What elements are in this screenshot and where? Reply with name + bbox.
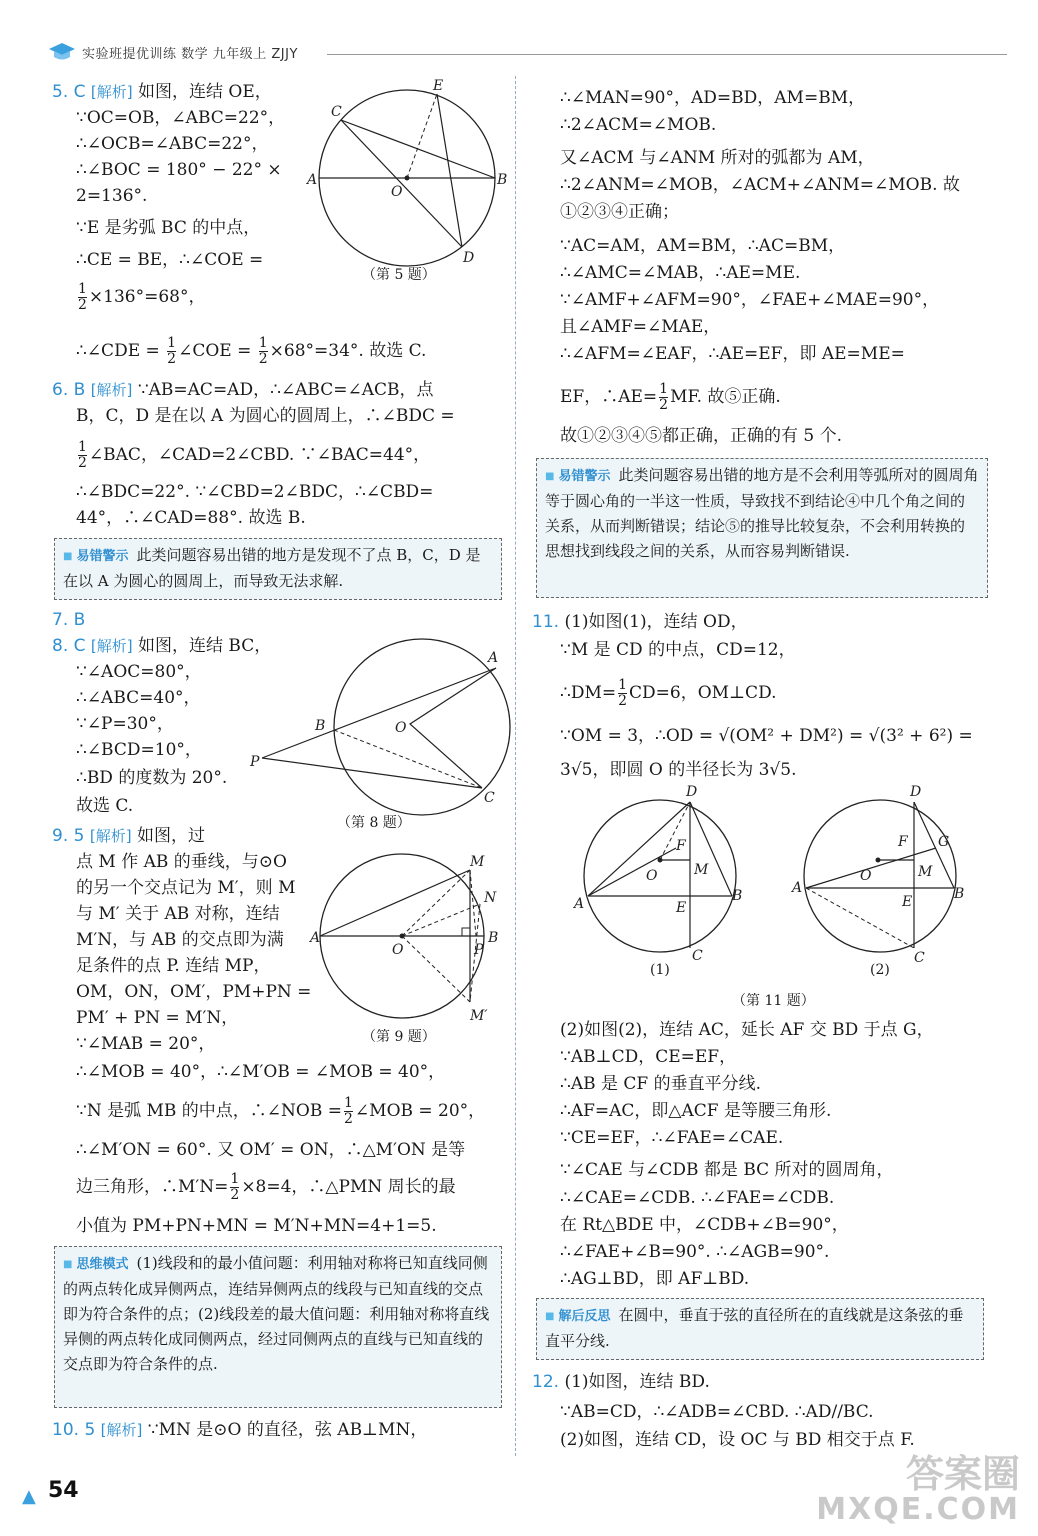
label: O bbox=[395, 720, 407, 736]
label: P bbox=[250, 754, 260, 770]
figure-caption: （第 11 题） bbox=[732, 993, 815, 1009]
q8-line: ∴∠ABC=40°， bbox=[76, 688, 201, 708]
q9-line: ∴∠M′ON = 60°. 又 OM′ = ON，∴△M′ON 是等 bbox=[76, 1140, 466, 1160]
q7-line: 7. B bbox=[52, 610, 86, 630]
figure-label: (2) bbox=[870, 962, 890, 978]
label: B bbox=[954, 886, 965, 902]
q6-line: 44°，∴∠CAD=88°. 故选 B. bbox=[76, 508, 306, 528]
figure-caption: （第 8 题） bbox=[337, 815, 411, 831]
fraction: $\frac{1}{2}$ bbox=[78, 439, 87, 471]
q11-line: 在 Rt△BDE 中，∠CDB+∠B=90°， bbox=[560, 1215, 849, 1235]
tip-text: 此类问题容易出错的地方是发现不了点 B，C，D 是在以 A 为圆心的圆周上，而导致无法求解. bbox=[63, 546, 481, 590]
fraction: $\frac{1}{2}$ bbox=[618, 677, 628, 709]
label: O bbox=[391, 184, 403, 200]
q9-line: 足条件的点 P. 连结 MP， bbox=[76, 956, 271, 976]
fraction: $\frac{1}{2}$ bbox=[659, 381, 669, 413]
q5-line: ∵OC=OB，∠ABC=22°， bbox=[76, 108, 286, 128]
q8-line: 故选 C. bbox=[76, 796, 134, 816]
q11-line: ∵CE=EF，∴∠FAE=∠CAE. bbox=[560, 1128, 784, 1148]
page-number bbox=[22, 1476, 92, 1510]
label: P bbox=[474, 942, 484, 958]
figure-q5 bbox=[307, 78, 508, 266]
q10-line: ∴∠AFM=∠EAF，∴AE=EF，即 AE=ME= bbox=[560, 344, 905, 364]
q11-line: ∴AF=AC，即△ACF 是等腰三角形. bbox=[560, 1101, 832, 1121]
label: C bbox=[484, 790, 495, 806]
q9-line-1: 9. 5 [解析] 如图，过 bbox=[52, 826, 205, 846]
figure-caption: （第 5 题） bbox=[362, 267, 436, 283]
page-number-text: 54 bbox=[48, 1478, 79, 1503]
q5-line: ∵E 是劣弧 BC 的中点， bbox=[76, 218, 261, 238]
q10-line: ∵AC=AM，AM=BM，∴AC=BM， bbox=[560, 236, 846, 256]
q8-line: ∵∠P=30°， bbox=[76, 714, 174, 734]
figure-q9 bbox=[310, 854, 504, 1026]
watermark: 答案圈 MXQE.COM bbox=[816, 1452, 1020, 1527]
q5-line: ∴∠OCB=∠ABC=22°， bbox=[76, 134, 269, 154]
label: C bbox=[692, 948, 703, 964]
tip-box-q11 bbox=[536, 1298, 984, 1360]
label: E bbox=[433, 78, 444, 94]
header-rule bbox=[327, 54, 1007, 55]
q5-text: 如图，连结 OE， bbox=[138, 82, 272, 102]
q11-line: ∵OM = 3，∴OD = √(OM² + DM²) = √(3² + 6²) = bbox=[560, 726, 973, 746]
label: M′ bbox=[470, 1008, 488, 1024]
tip-text: 在圆中，垂直于弦的直径所在的直线就是这条弦的垂直平分线. bbox=[545, 1306, 964, 1350]
q5-line: ∴∠CDE = $\frac{1}{2}$ ∠COE = $\frac{1}{2}$ ×68°=34°. 故选 C. bbox=[76, 335, 427, 367]
label: D bbox=[463, 250, 475, 266]
q5-line: ∴∠BOC = 180° − 22° × bbox=[76, 160, 282, 180]
tip-box-q10 bbox=[536, 458, 988, 598]
tip-box-q9 bbox=[54, 1246, 502, 1408]
q11-line: ∵∠CAE 与∠CDB 都是 BC 所对的圆周角， bbox=[560, 1160, 894, 1180]
q12-line: (2)如图，连结 CD，设 OC 与 BD 相交于点 F. bbox=[560, 1430, 915, 1450]
label: B bbox=[488, 930, 499, 946]
q11-line: ∵M 是 CD 的中点，CD=12， bbox=[560, 640, 796, 660]
label: A bbox=[310, 930, 321, 946]
figure-q8 bbox=[250, 642, 504, 812]
tip-text: 此类问题容易出错的地方是不会利用等弧所对的圆周角等于圆心角的一半这一性质，导致找不到结论④中几个角之间的关系，从而判断错误；结论⑤的推导比较复杂，不会利用转换的思想找到线段之间的关系，从而容易判断错误. bbox=[545, 466, 979, 560]
q5-line-1 bbox=[52, 80, 272, 104]
figure-q11-1 bbox=[572, 784, 743, 964]
q12-line: ∵AB=CD，∴∠ADB=∠CBD. ∴AD//BC. bbox=[560, 1402, 874, 1422]
q11-line-1: 11. (1)如图(1)，连结 OD， bbox=[532, 612, 748, 632]
q8-line: ∴BD 的度数为 20°. bbox=[76, 768, 228, 788]
label: C bbox=[914, 950, 925, 966]
label: A bbox=[574, 896, 585, 912]
q9-line: OM，ON，OM′，PM+PN = bbox=[76, 982, 312, 1002]
label: B bbox=[732, 888, 743, 904]
label: A bbox=[488, 650, 499, 666]
column-divider bbox=[515, 76, 516, 1456]
label: F bbox=[898, 834, 908, 850]
tip-badge: ■ 易错警示 bbox=[63, 544, 128, 569]
fraction: $\frac{1}{2}$ bbox=[167, 335, 177, 367]
q6-line: ∴∠BDC=22°. ∵∠CBD=2∠BDC，∴∠CBD= bbox=[76, 482, 434, 502]
label: E bbox=[676, 900, 687, 916]
q9-line: ∵N 是弧 MB 的中点，∴∠NOB = $\frac{1}{2}$ ∠MOB = 20°， bbox=[76, 1095, 486, 1127]
label: C bbox=[331, 104, 342, 120]
q11-line: ∴∠CAE=∠CDB. ∴∠FAE=∠CDB. bbox=[560, 1188, 835, 1208]
q10-line: EF，∴AE= $\frac{1}{2}$ MF. 故⑤正确. bbox=[560, 381, 781, 413]
q9-line: ∵∠MAB = 20°， bbox=[76, 1034, 216, 1054]
q11-line: (2)如图(2)，连结 AC，延长 AF 交 BD 于点 G， bbox=[560, 1020, 934, 1040]
fraction: $\frac{1}{2}$ bbox=[78, 281, 87, 313]
q11-line: ∴AB 是 CF 的垂直平分线. bbox=[560, 1074, 762, 1094]
q10-line: ∵∠AMF+∠AFM=90°，∠FAE+∠MAE=90°， bbox=[560, 290, 940, 310]
q10-line: ∴∠MAN=90°，AD=BD，AM=BM， bbox=[560, 88, 866, 108]
q10-line: ∴2∠ANM=∠MOB，∠ACM+∠ANM=∠MOB. 故 bbox=[560, 175, 960, 195]
q9-line: 边三角形，∴M′N= $\frac{1}{2}$ ×8=4，∴△PMN 周长的最 bbox=[76, 1171, 456, 1203]
label: O bbox=[392, 942, 404, 958]
q10-line: 又∠ACM 与∠ANM 所对的弧都为 AM， bbox=[560, 148, 875, 168]
q8-line-1: 8. C [解析] 如图，连结 BC， bbox=[52, 636, 272, 656]
q9-line: 的另一个交点记为 M′，则 M bbox=[76, 878, 296, 898]
tip-text: (1)线段和的最小值问题：利用轴对称将已知直线同侧的两点转化成异侧两点，连结异侧两点的线段与已知直线的交点即为符合条件的点；(2)线段差的最大值问题：利用轴对称将直线异侧的两点转化成同侧两点，经过同侧两点的直线与已知直线的交点即为符合条件的点. bbox=[63, 1254, 490, 1373]
tip-badge: ■ 思维模式 bbox=[63, 1252, 128, 1277]
q5-line: $\frac{1}{2}$ ×136°=68°， bbox=[78, 281, 206, 313]
q10-line: ∴2∠ACM=∠MOB. bbox=[560, 115, 717, 135]
q12-line-1: 12. (1)如图，连结 BD. bbox=[532, 1372, 710, 1392]
q5-tag: [解析] bbox=[90, 83, 133, 101]
label: O bbox=[860, 868, 872, 884]
label: B bbox=[497, 172, 508, 188]
q11-line: 3√5，即圆 O 的半径长为 3√5. bbox=[560, 760, 797, 780]
q11-line: ∵AB⊥CD，CE=EF， bbox=[560, 1047, 737, 1067]
q6-line: $\frac{1}{2}$ ∠BAC，∠CAD=2∠CBD. ∵∠BAC=44°， bbox=[78, 439, 431, 471]
label: D bbox=[686, 784, 698, 800]
figure-q11-2 bbox=[790, 784, 970, 966]
fraction: $\frac{1}{2}$ bbox=[258, 335, 268, 367]
q6-line: B，C，D 是在以 A 为圆心的圆周上，∴∠BDC = bbox=[76, 406, 455, 426]
q5-line: 2=136°. bbox=[76, 186, 148, 206]
q5-line: ∴CE = BE，∴∠COE = bbox=[76, 250, 264, 270]
q9-line: ∴∠MOB = 40°，∴∠M′OB = ∠MOB = 40°， bbox=[76, 1062, 446, 1082]
book-title: 实验班提优训练 数学 九年级上 ZJJY bbox=[82, 47, 298, 62]
label: M bbox=[694, 862, 709, 878]
label: A bbox=[792, 880, 803, 896]
label: F bbox=[676, 838, 686, 854]
label: M bbox=[470, 854, 485, 870]
tip-badge: ■ 解后反思 bbox=[545, 1304, 610, 1329]
q8-line: ∴∠BCD=10°， bbox=[76, 740, 202, 760]
fraction: $\frac{1}{2}$ bbox=[230, 1171, 240, 1203]
label: G bbox=[938, 834, 950, 850]
q5-number: 5. C bbox=[52, 82, 86, 102]
q8-line: ∵∠AOC=80°， bbox=[76, 662, 202, 682]
graduation-cap-icon bbox=[48, 40, 76, 64]
label: E bbox=[902, 894, 913, 910]
q10-line: ①②③④正确； bbox=[560, 202, 679, 222]
tip-badge: ■ 易错警示 bbox=[545, 464, 610, 489]
label: D bbox=[910, 784, 922, 800]
page-header bbox=[22, 40, 992, 66]
figure-label: (1) bbox=[650, 962, 670, 978]
q11-line: ∴AG⊥BD，即 AF⊥BD. bbox=[560, 1269, 750, 1289]
q9-line: 小值为 PM+PN+MN = M′N+MN=4+1=5. bbox=[76, 1216, 437, 1236]
q9-line: M′N，与 AB 的交点即为满 bbox=[76, 930, 284, 950]
label: A bbox=[307, 172, 318, 188]
tip-box-q6 bbox=[54, 538, 502, 600]
q9-line: 点 M 作 AB 的垂线，与⊙O bbox=[76, 852, 287, 872]
q9-line: PM′ + PN = M′N， bbox=[76, 1008, 239, 1028]
label: M bbox=[918, 864, 933, 880]
q10-line: 且∠AMF=∠MAE， bbox=[560, 317, 721, 337]
figure-caption: （第 9 题） bbox=[362, 1029, 436, 1045]
q10-line: ∴∠AMC=∠MAB，∴AE=ME. bbox=[560, 263, 801, 283]
q6-line-1: 6. B [解析] ∵AB=AC=AD，∴∠ABC=∠ACB，点 bbox=[52, 380, 434, 400]
q11-line: ∴DM= $\frac{1}{2}$ CD=6，OM⊥CD. bbox=[560, 677, 777, 709]
q9-line: 与 M′ 关于 AB 对称，连结 bbox=[76, 904, 280, 924]
label: O bbox=[646, 868, 658, 884]
arrow-up-icon: ▲ bbox=[22, 1486, 36, 1507]
label: B bbox=[315, 718, 326, 734]
label: N bbox=[484, 890, 497, 906]
fraction: $\frac{1}{2}$ bbox=[344, 1095, 353, 1127]
q10-line: 故①②③④⑤都正确，正确的有 5 个. bbox=[560, 426, 843, 446]
q10-line-1: 10. 5 [解析] ∵MN 是⊙O 的直径，弦 AB⊥MN， bbox=[52, 1420, 428, 1440]
q11-line: ∴∠FAE+∠B=90°. ∴∠AGB=90°. bbox=[560, 1242, 830, 1262]
